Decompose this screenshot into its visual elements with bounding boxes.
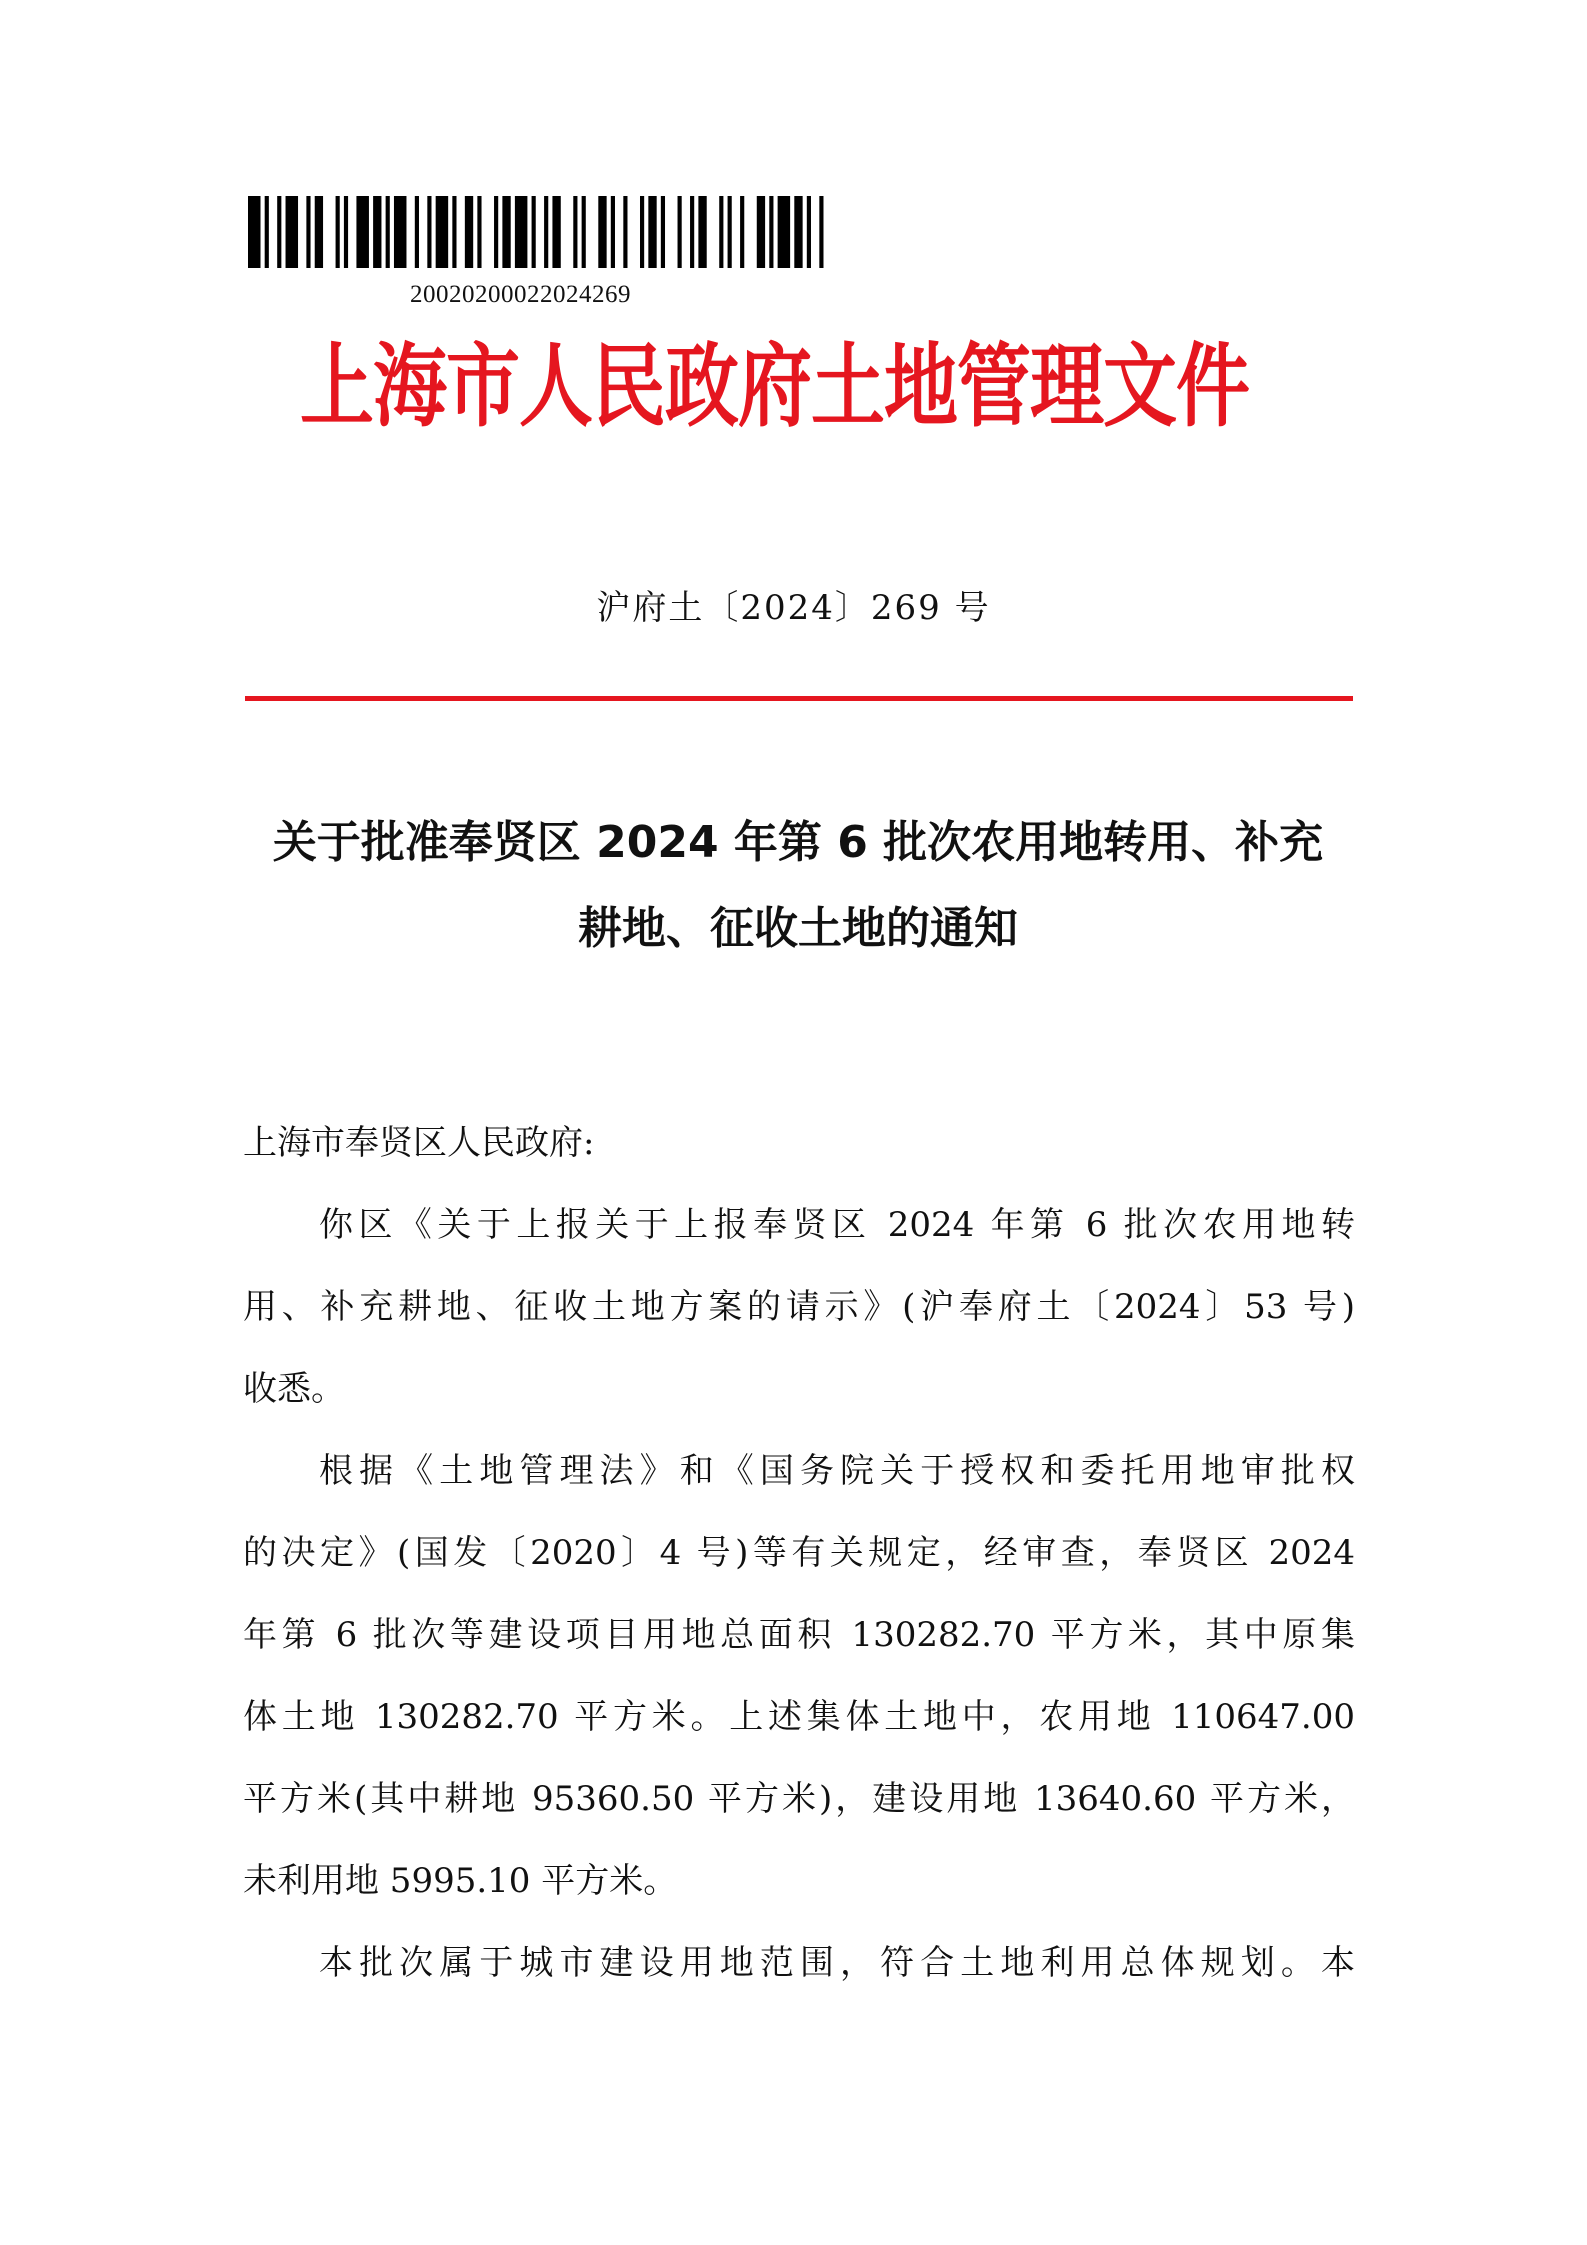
barcode [248,196,836,268]
barcode-bar [532,196,536,268]
body-line-4: 根据《土地管理法》和《国务院关于授权和委托用地审批权 [319,1451,1355,1491]
body-line-1: 你区《关于上报关于上报奉贤区 2024 年第 6 批次农用地转 [319,1205,1355,1245]
barcode-number: 20020200022024269 [410,281,631,308]
barcode-bar [394,196,407,268]
barcode-bar [286,196,299,268]
barcode-bar [778,196,791,268]
body-line-6: 年第 6 批次等建设项目用地总面积 130282.70 平方米，其中原集 [243,1615,1355,1655]
barcode-bar [611,196,615,268]
barcode-bar [452,196,456,268]
barcode-bar [661,196,665,268]
barcode-bar [436,196,449,268]
document-title-line-2: 耕地、征收土地的通知 [578,903,1018,954]
body-line-8: 平方米(其中耕地 95360.50 平方米)，建设用地 13640.60 平方米， [243,1779,1355,1819]
barcode-bar [265,196,269,268]
barcode-bar [598,196,606,268]
barcode-bar [544,196,548,268]
barcode-bar [494,196,498,268]
body-line-3: 收悉。 [243,1369,345,1409]
barcode-bar [373,196,381,268]
barcode-bar [698,196,706,268]
document-title-line-1: 关于批准奉贤区 2024 年第 6 批次农用地转用、补充 [272,817,1324,868]
document-number: 沪府土〔2024〕269 号 [596,588,991,628]
barcode-bar [427,196,431,268]
barcode-bar [640,196,644,268]
barcode-bar [415,196,419,268]
barcode-bar [573,196,577,268]
barcode-bar [794,196,802,268]
barcode-bar [356,196,369,268]
barcode-bar [623,196,627,268]
barcode-bar [477,196,481,268]
barcode-bar [306,196,310,268]
red-divider-rule [245,696,1353,701]
barcode-bar [344,196,348,268]
barcode-bar [648,196,656,268]
body-line-5: 的决定》(国发〔2020〕4 号)等有关规定，经审查，奉贤区 2024 [243,1533,1355,1573]
barcode-bar [386,196,390,268]
barcode-bar [769,196,773,268]
barcode-bar [465,196,473,268]
barcode-bar [678,196,682,268]
barcode-bar [502,196,510,268]
barcode-bar [807,196,811,268]
body-line-2: 用、补充耕地、征收土地方案的请示》(沪奉府土〔2024〕53 号) [243,1287,1355,1327]
barcode-bar [552,196,560,268]
body-line-7: 体土地 130282.70 平方米。上述集体土地中，农用地 110647.00 [243,1697,1355,1737]
barcode-bar [315,196,323,268]
document-title [238,800,1358,972]
addressee: 上海市奉贤区人民政府: [243,1123,595,1163]
barcode-bar [336,196,340,268]
barcode-bar [719,196,723,268]
body-line-10: 本批次属于城市建设用地范围，符合土地利用总体规划。本 [319,1943,1355,1983]
body-line-9: 未利用地 5995.10 平方米。 [243,1861,678,1901]
barcode-bar [740,196,744,268]
barcode-bar [277,196,281,268]
barcode-bar [757,196,765,268]
barcode-bar [582,196,586,268]
barcode-bar [819,196,823,268]
barcode-bar [248,196,261,268]
barcode-bar [728,196,732,268]
masthead-title: 上海市人民政府土地管理文件 [300,334,1249,440]
barcode-bar [515,196,528,268]
barcode-bar [690,196,694,268]
document-body [243,1102,1355,2004]
